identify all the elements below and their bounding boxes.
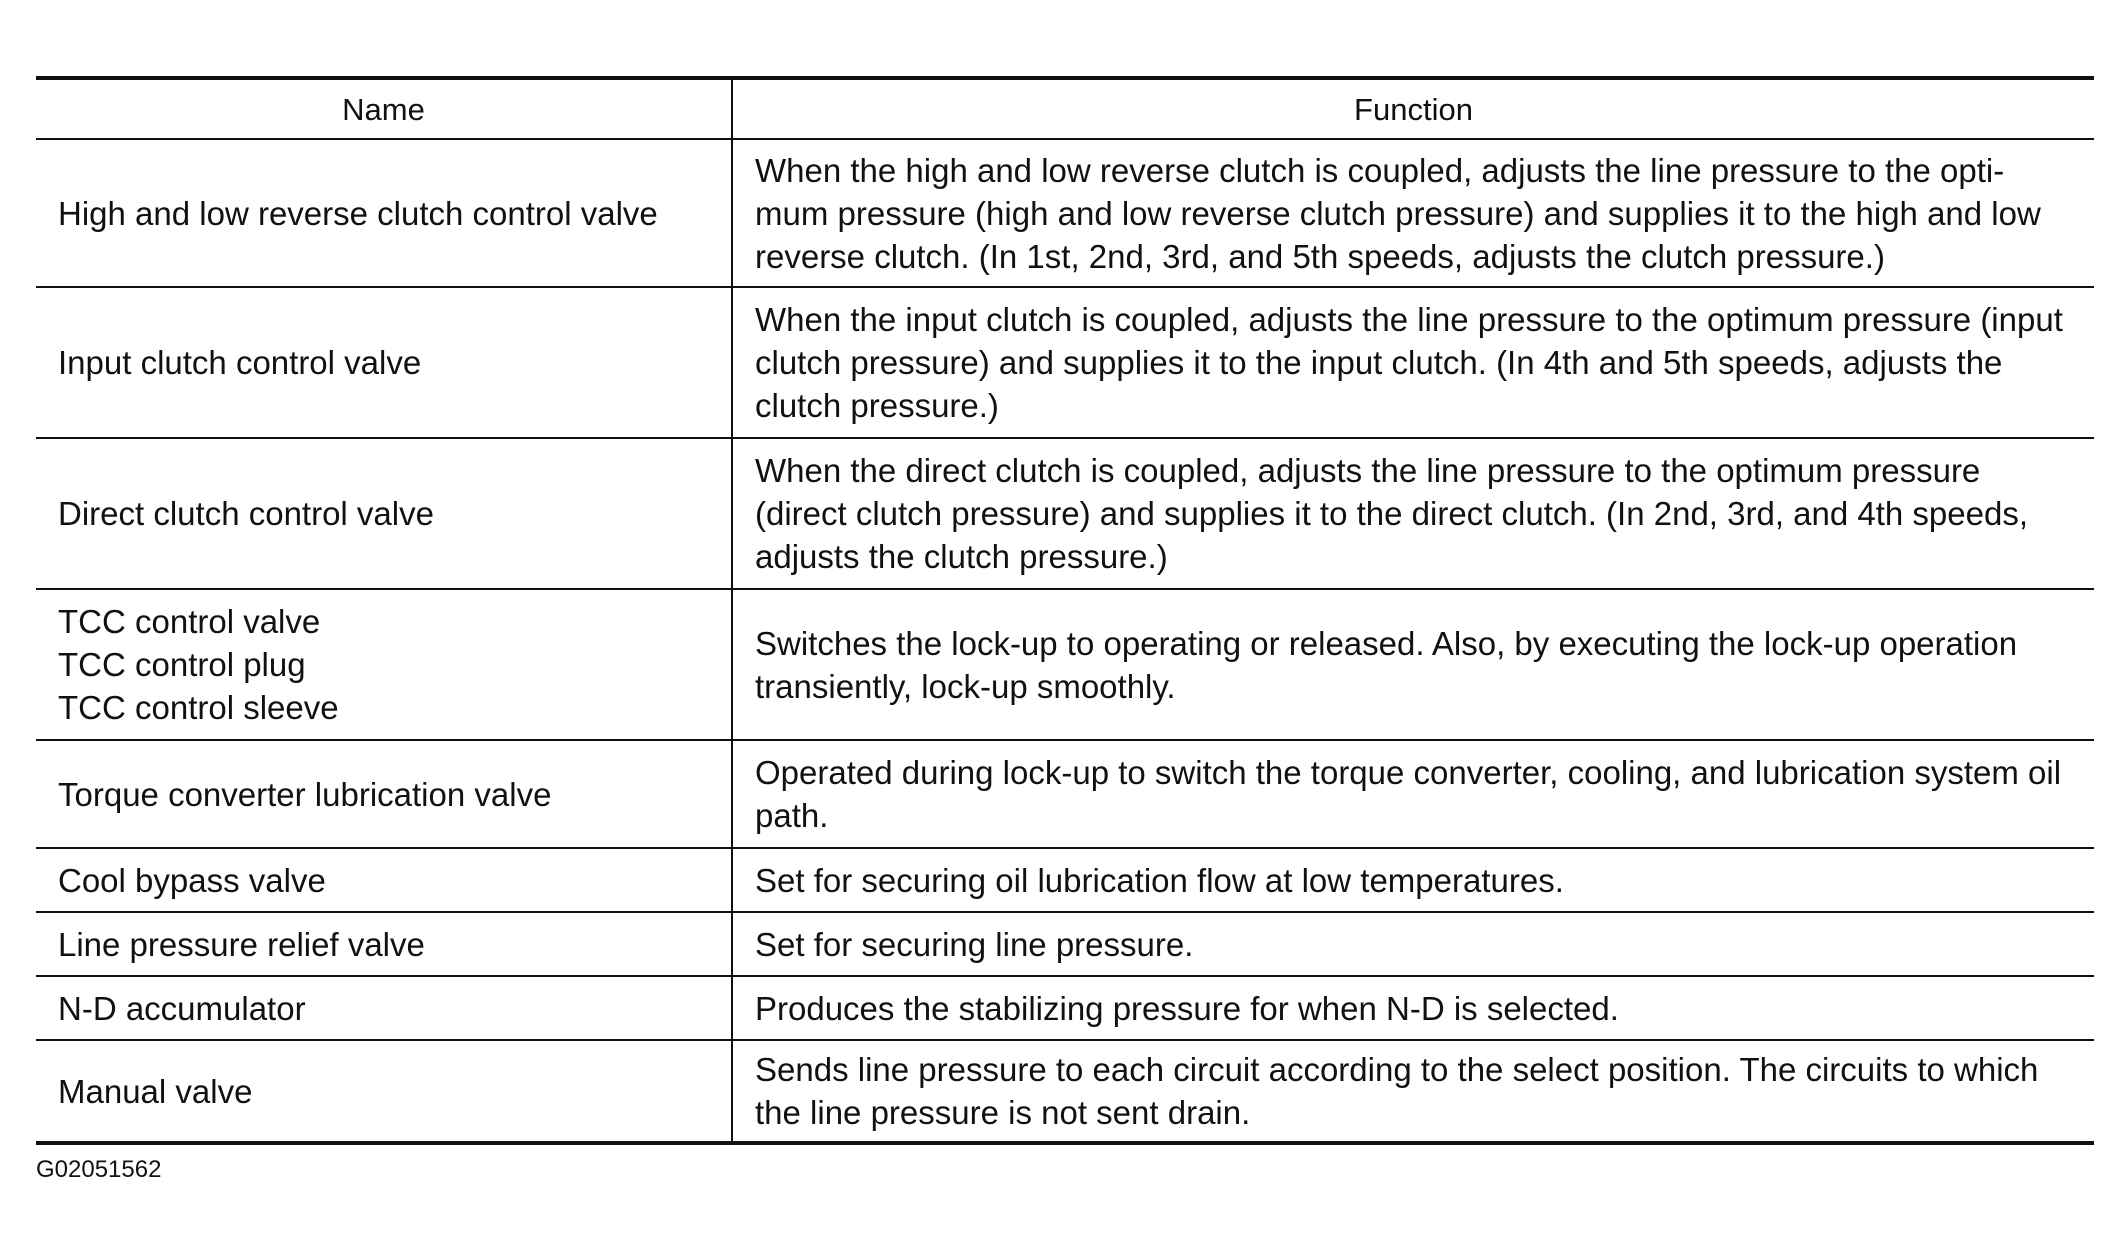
valve-function-table bbox=[36, 76, 2094, 1145]
valve-name-cell bbox=[36, 589, 732, 740]
table-row bbox=[36, 976, 2094, 1040]
valve-name-cell bbox=[36, 438, 732, 589]
table-row bbox=[36, 848, 2094, 912]
valve-name: Input clutch control valve bbox=[58, 344, 422, 381]
column-header-function: Function bbox=[732, 78, 2094, 139]
valve-function-cell: Set for securing line pressure. bbox=[732, 912, 2094, 976]
valve-name-cell bbox=[36, 139, 732, 287]
figure-code: G02051562 bbox=[36, 1156, 162, 1183]
table-header-row bbox=[36, 78, 2094, 139]
valve-function-document bbox=[36, 76, 2094, 1145]
table-row bbox=[36, 287, 2094, 438]
valve-name: Line pressure relief valve bbox=[58, 925, 425, 963]
column-header-name: Name bbox=[36, 78, 732, 139]
valve-function-cell: Sends line pressure to each circuit according to the select position. The circuits to which the line pressure is not sent drain. bbox=[732, 1040, 2094, 1143]
valve-function-cell: When the high and low reverse clutch is coupled, adjusts the line pressure to the opti- mum pressure (high and low reverse clutch pressure) and supplies it to the high and low reverse clutch. (In 1st, 2nd, 3rd, and 5th speeds, adjusts the clutch pressure.) bbox=[755, 151, 2041, 275]
valve-name-cell bbox=[36, 912, 732, 976]
table-row bbox=[36, 589, 2094, 740]
valve-name-cell bbox=[36, 976, 732, 1040]
valve-name: High and low reverse clutch control valve bbox=[58, 194, 658, 232]
valve-function-cell: Produces the stabilizing pressure for when N-D is selected. bbox=[732, 976, 2094, 1040]
valve-name-cell bbox=[36, 740, 732, 848]
valve-name: TCC control sleeve bbox=[58, 689, 339, 726]
table-row bbox=[36, 1040, 2094, 1143]
valve-name: TCC control plug bbox=[58, 646, 306, 683]
table-row bbox=[36, 438, 2094, 589]
valve-name: N-D accumulator bbox=[58, 989, 306, 1027]
table-row bbox=[36, 139, 2094, 287]
valve-function-cell: Operated during lock-up to switch the torque converter, cooling, and lubrication system oil path. bbox=[732, 740, 2094, 848]
valve-function-cell: Set for securing oil lubrication flow at low temperatures. bbox=[732, 848, 2094, 912]
valve-function-cell: When the input clutch is coupled, adjusts the line pressure to the optimum pressure (input clutch pressure) and supplies it to the input clutch. (In 4th and 5th speeds, adjusts the clutch pressure.) bbox=[732, 287, 2094, 438]
valve-function-cell: When the direct clutch is coupled, adjusts the line pressure to the optimum pressure (direct clutch pressure) and supplies it to the direct clutch. (In 2nd, 3rd, and 4th speeds, adjusts the clutch pressure.) bbox=[732, 438, 2094, 589]
valve-name: Direct clutch control valve bbox=[58, 495, 434, 532]
valve-name-cell bbox=[36, 848, 732, 912]
valve-name-cell bbox=[36, 287, 732, 438]
valve-name: Manual valve bbox=[58, 1072, 253, 1110]
valve-name: Torque converter lubrication valve bbox=[58, 775, 552, 813]
valve-function-cell: Switches the lock-up to operating or released. Also, by executing the lock-up operation transiently, lock-up smoothly. bbox=[732, 589, 2094, 740]
table-row bbox=[36, 740, 2094, 848]
valve-name: TCC control valve bbox=[58, 603, 321, 640]
valve-name-cell bbox=[36, 1040, 732, 1143]
valve-name: Cool bypass valve bbox=[58, 861, 326, 899]
table-row bbox=[36, 912, 2094, 976]
